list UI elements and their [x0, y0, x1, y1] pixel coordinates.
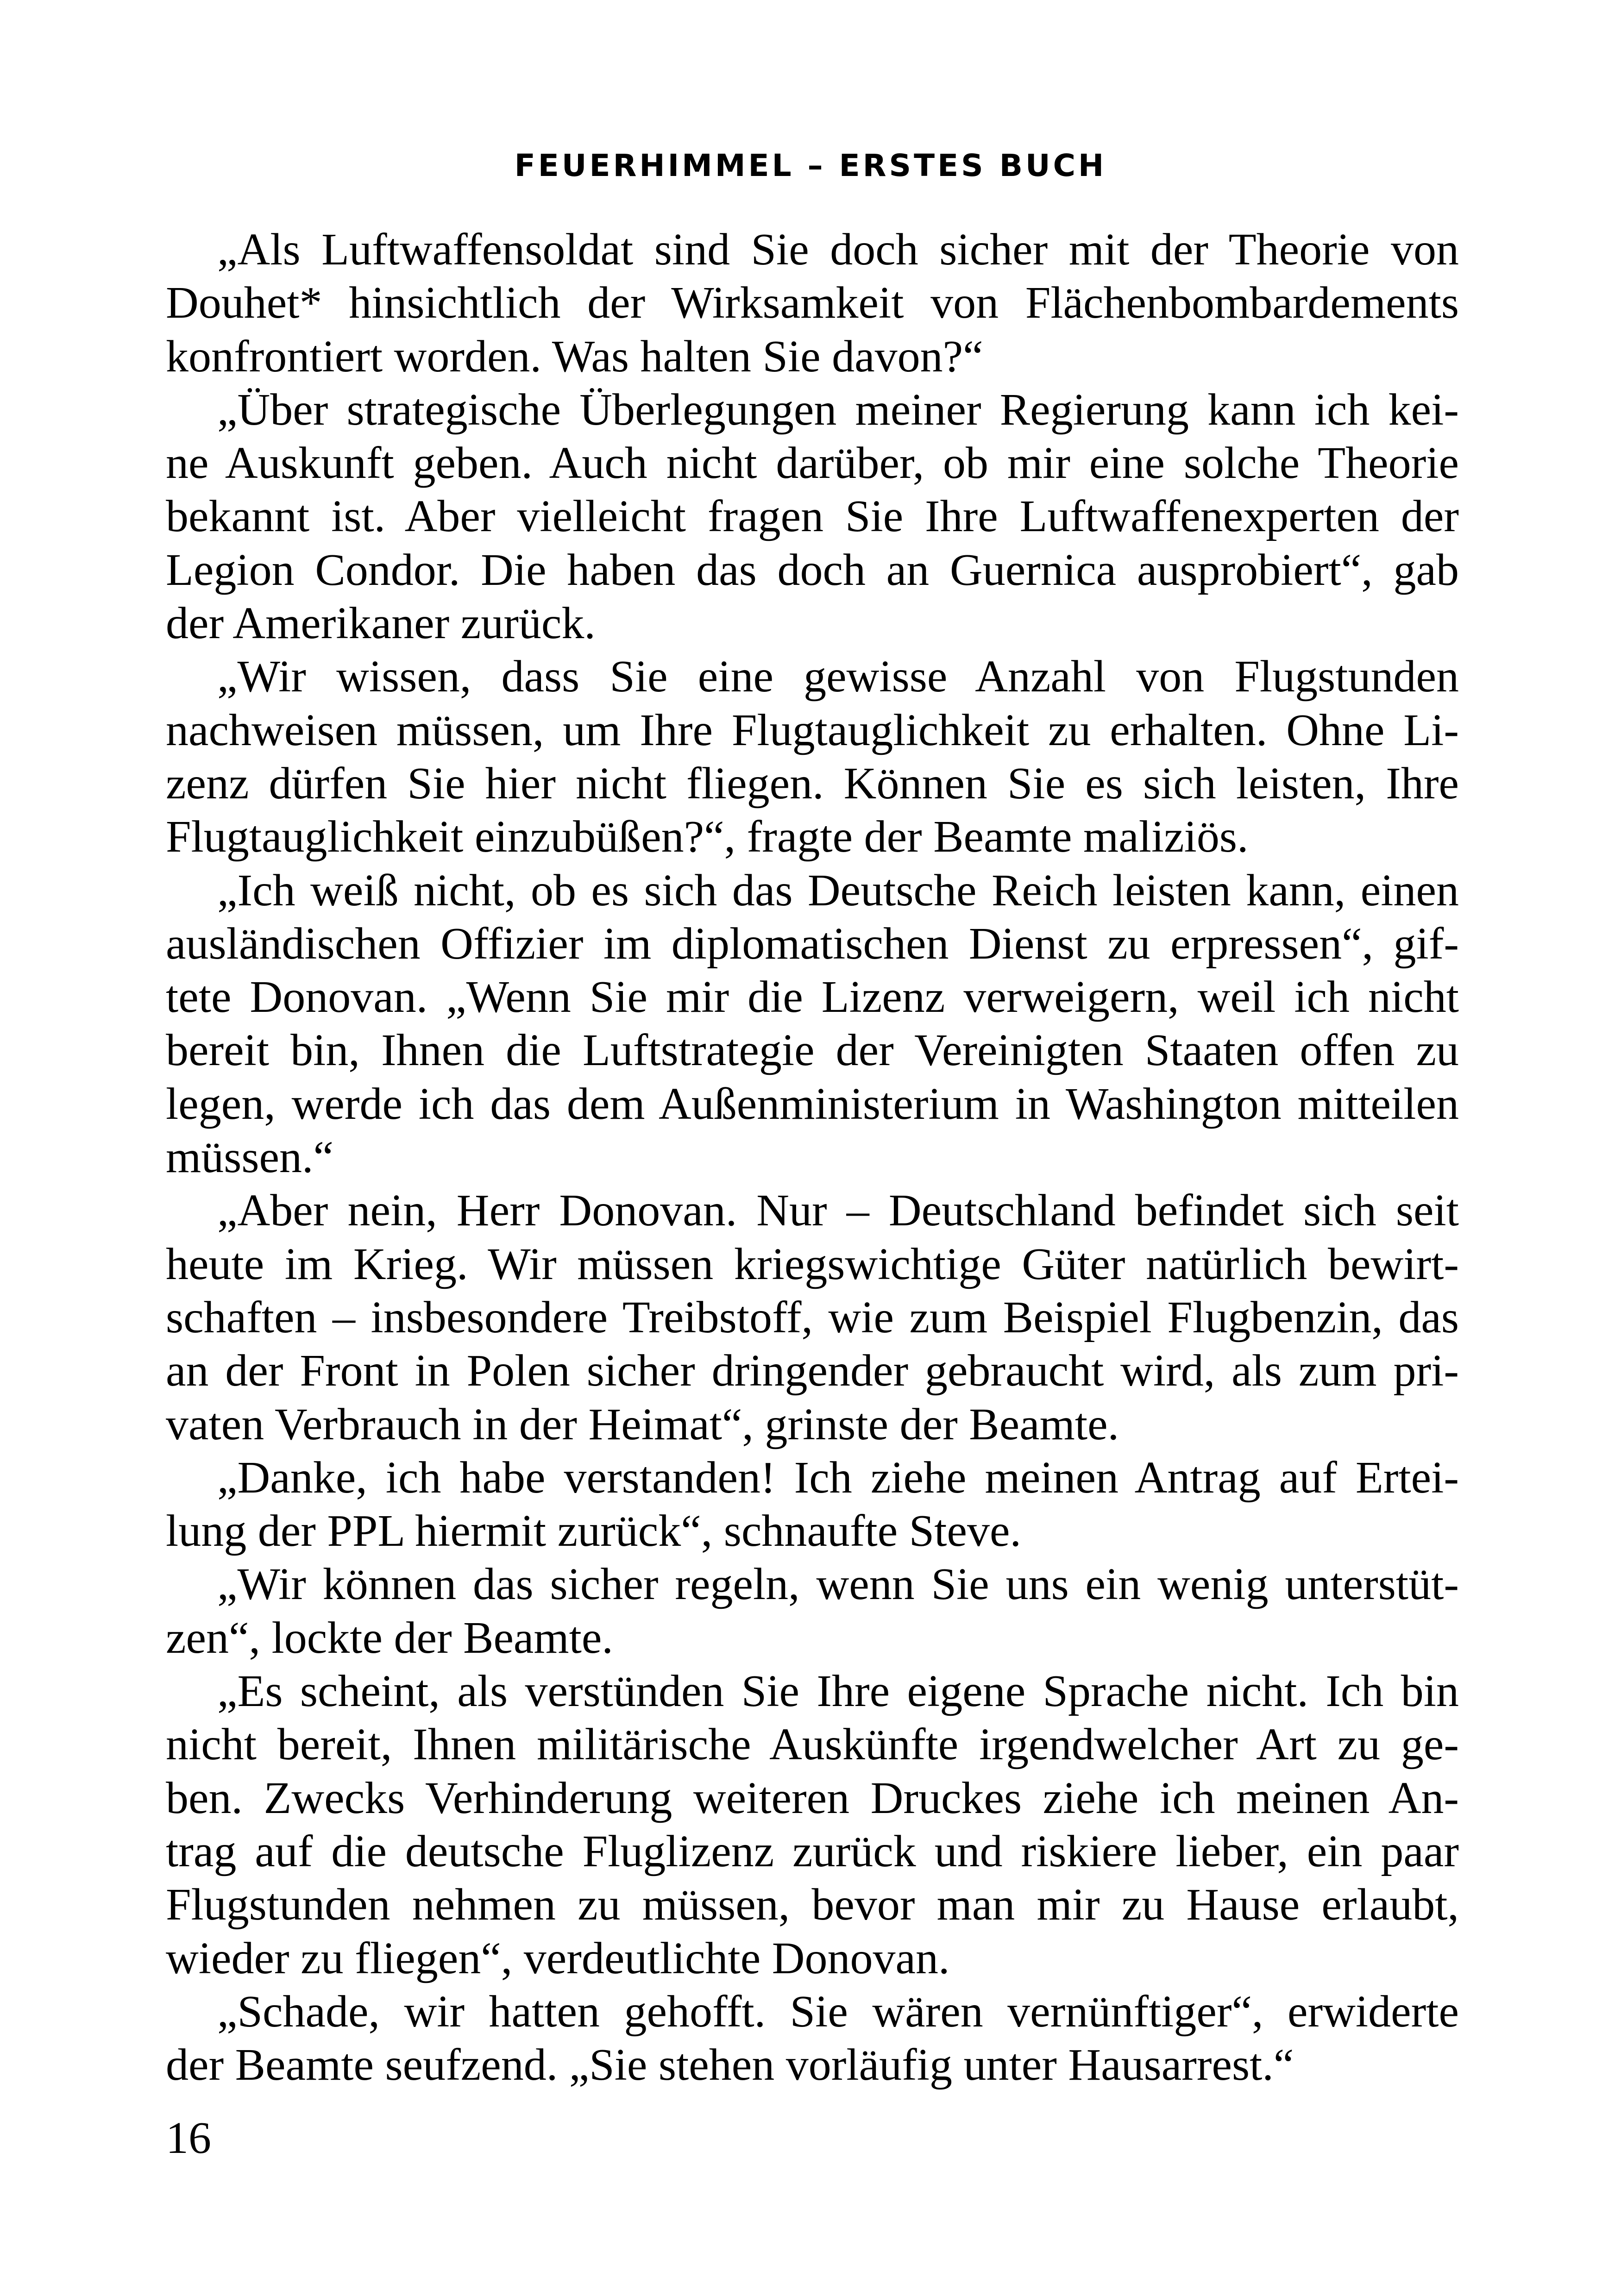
text-line: Legion Condor. Die haben das doch an Guernica ausprobiert“, gab: [166, 545, 1459, 595]
body-text: [166, 223, 1459, 2092]
paragraph: [166, 223, 1459, 383]
paragraph: [166, 1184, 1459, 1451]
paragraph: [166, 383, 1459, 650]
text-line: müssen.“: [166, 1132, 333, 1183]
page-number: 16: [166, 2113, 211, 2163]
text-line: bekannt ist. Aber vielleicht fragen Sie Ihre Luftwaffenexperten der: [166, 491, 1459, 542]
text-line: „Wir können das sicher regeln, wenn Sie uns ein wenig unterstüt-: [217, 1559, 1459, 1610]
text-line: bereit bin, Ihnen die Luftstrategie der Vereinigten Staaten offen zu: [166, 1025, 1459, 1076]
text-line: „Danke, ich habe verstanden! Ich ziehe meinen Antrag auf Ertei-: [217, 1452, 1459, 1503]
text-line: „Aber nein, Herr Donovan. Nur – Deutschland befindet sich seit: [217, 1186, 1459, 1236]
text-line: „Ich weiß nicht, ob es sich das Deutsche Reich leisten kann, einen: [217, 865, 1459, 916]
text-line: Douhet* hinsichtlich der Wirksamkeit von Flächenbombardements: [166, 278, 1459, 328]
text-line: trag auf die deutsche Fluglizenz zurück und riskiere lieber, ein paar: [166, 1826, 1459, 1876]
text-line: konfrontiert worden. Was halten Sie davon?“: [166, 331, 983, 382]
text-line: vaten Verbrauch in der Heimat“, grinste der Beamte.: [166, 1399, 1119, 1449]
text-line: „Schade, wir hatten gehofft. Sie wären vernünftiger“, erwiderte: [217, 1986, 1459, 2037]
paragraph: [166, 1985, 1459, 2092]
text-line: ben. Zwecks Verhinderung weiteren Druckes ziehe ich meinen An-: [166, 1773, 1459, 1823]
text-line: der Beamte seufzend. „Sie stehen vorläufig unter Hausarrest.“: [166, 2040, 1294, 2090]
text-line: zen“, lockte der Beamte.: [166, 1612, 613, 1663]
text-line: ne Auskunft geben. Auch nicht darüber, ob mir eine solche Theorie: [166, 438, 1459, 489]
text-line: der Amerikaner zurück.: [166, 598, 596, 649]
text-line: ausländischen Offizier im diplomatischen Dienst zu erpressen“, gif-: [166, 918, 1459, 969]
text-line: Flugtauglichkeit einzubüßen?“, fragte der Beamte maliziös.: [166, 812, 1249, 862]
text-line: legen, werde ich das dem Außenministerium in Washington mitteilen: [166, 1079, 1459, 1129]
text-line: zenz dürfen Sie hier nicht fliegen. Können Sie es sich leisten, Ihre: [166, 758, 1459, 809]
text-line: wieder zu fliegen“, verdeutlichte Donovan.: [166, 1933, 950, 1983]
text-line: lung der PPL hiermit zurück“, schnaufte Steve.: [166, 1506, 1021, 1556]
text-line: schaften – insbesondere Treibstoff, wie zum Beispiel Flugbenzin, das: [166, 1292, 1459, 1342]
paragraph: [166, 650, 1459, 864]
paragraph: [166, 864, 1459, 1185]
text-line: „Als Luftwaffensoldat sind Sie doch sicher mit der Theorie von: [217, 225, 1459, 275]
running-head: FEUERHIMMEL – ERSTES BUCH: [514, 148, 1107, 183]
text-line: an der Front in Polen sicher dringender gebraucht wird, als zum pri-: [166, 1346, 1459, 1396]
text-line: nachweisen müssen, um Ihre Flugtauglichkeit zu erhalten. Ohne Li-: [166, 705, 1459, 755]
text-line: „Wir wissen, dass Sie eine gewisse Anzahl von Flugstunden: [217, 652, 1459, 702]
text-line: „Über strategische Überlegungen meiner Regierung kann ich kei-: [217, 384, 1459, 435]
text-line: Flugstunden nehmen zu müssen, bevor man mir zu Hause erlaubt,: [166, 1880, 1459, 1930]
text-line: nicht bereit, Ihnen militärische Auskünfte irgendwelcher Art zu ge-: [166, 1719, 1459, 1770]
text-line: „Es scheint, als verstünden Sie Ihre eigene Sprache nicht. Ich bin: [217, 1666, 1459, 1717]
text-line: tete Donovan. „Wenn Sie mir die Lizenz verweigern, weil ich nicht: [166, 972, 1459, 1023]
paragraph: [166, 1665, 1459, 1985]
paragraph: [166, 1451, 1459, 1558]
text-line: heute im Krieg. Wir müssen kriegswichtige Güter natürlich bewirt-: [166, 1239, 1459, 1289]
paragraph: [166, 1558, 1459, 1665]
